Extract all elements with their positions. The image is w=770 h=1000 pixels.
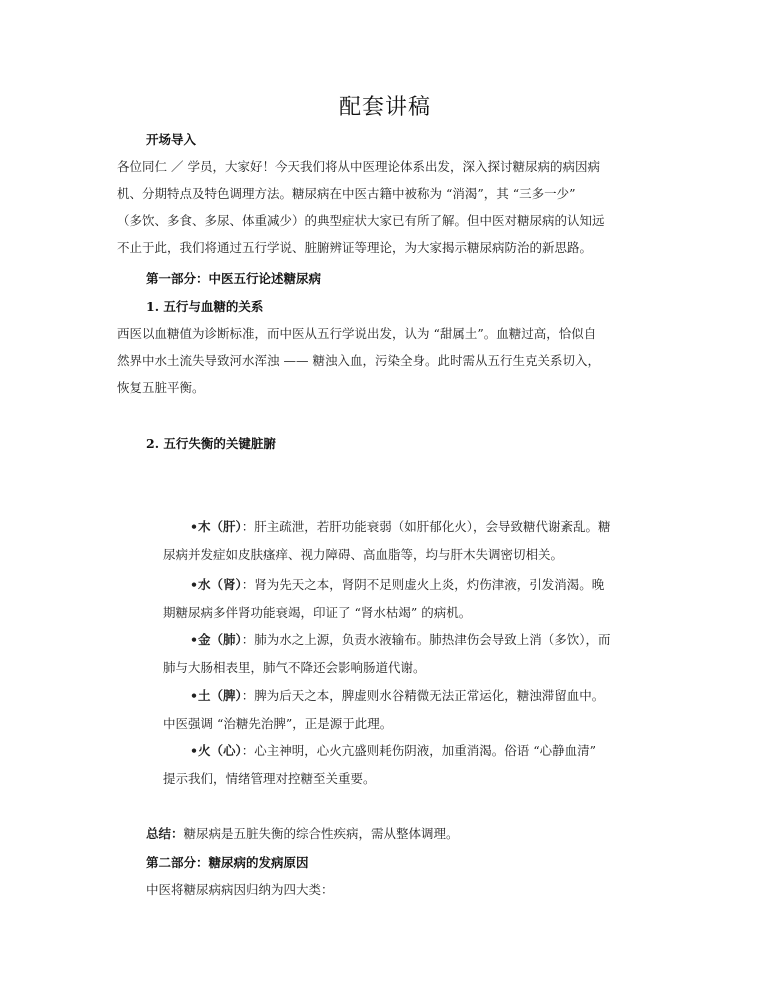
list-item-water-cont: 期糖尿病多伴肾功能衰竭，印证了 “肾水枯竭” 的病机。 — [163, 605, 472, 620]
part2-heading: 第二部分：糖尿病的发病原因 — [146, 855, 309, 870]
item-text: ：肺为水之上源，负责水液输布。肺热津伤会导致上消（多饮），而 — [241, 632, 611, 647]
summary-text: 糖尿病是五脏失衡的综合性疾病，需从整体调理。 — [183, 826, 459, 841]
item-label: 土（脾） — [198, 688, 242, 703]
item-text: ：肝主疏泄，若肝功能衰弱（如肝郁化火），会导致糖代谢紊乱。糖 — [241, 519, 611, 534]
part1-heading: 第一部分：中医五行论述糖尿病 — [146, 271, 322, 286]
part1-sub2-heading: 2. 五行失衡的关键脏腑 — [146, 436, 276, 451]
item-label: 火（心） — [198, 743, 242, 758]
bullet-icon: • — [190, 577, 198, 592]
list-item-earth — [190, 686, 604, 704]
item-text: ：肾为先天之本，肾阴不足则虚火上炎，灼伤津液，引发消渴。晚 — [241, 577, 605, 592]
bullet-icon: • — [190, 632, 198, 647]
summary — [146, 824, 459, 842]
opening-line-4: 不止于此，我们将通过五行学说、脏腑辨证等理论，为大家揭示糖尿病防治的新思路。 — [117, 240, 593, 255]
item-text: ：心主神明，心火亢盛则耗伤阴液，加重消渴。俗语 “心静血清” — [241, 743, 597, 758]
opening-line-2: 机、分期特点及特色调理方法。糖尿病在中医古籍中被称为 “消渴”，其 “三多一少” — [117, 186, 576, 201]
document-title: 配套讲稿 — [338, 95, 431, 120]
item-label: 木（肝） — [198, 519, 242, 534]
part2-intro: 中医将糖尿病病因归纳为四大类： — [146, 882, 334, 897]
opening-line-3: （多饮、多食、多尿、体重减少）的典型症状大家已有所了解。但中医对糖尿病的认知远 — [117, 213, 605, 228]
list-item-fire — [190, 741, 596, 759]
item-label: 金（肺） — [198, 632, 242, 647]
list-item-earth-cont: 中医强调 “治糖先治脾”，正是源于此理。 — [163, 716, 393, 731]
item-text: ：脾为后天之本，脾虚则水谷精微无法正常运化，糖浊滞留血中。 — [241, 688, 605, 703]
sub1-line-2: 然界中水土流失导致河水浑浊 —— 糖浊入血，污染全身。此时需从五行生克关系切入， — [117, 353, 600, 368]
bullet-icon: • — [190, 519, 198, 534]
list-item-wood-cont: 尿病并发症如皮肤瘙痒、视力障碍、高血脂等，均与肝木失调密切相关。 — [163, 547, 564, 562]
bullet-icon: • — [190, 743, 198, 758]
opening-heading: 开场导入 — [146, 132, 197, 147]
list-item-metal-cont: 肺与大肠相表里，肺气不降还会影响肠道代谢。 — [163, 660, 426, 675]
list-item-water — [190, 575, 604, 593]
sub1-line-3: 恢复五脏平衡。 — [117, 380, 205, 395]
opening-line-1: 各位同仁 ／ 学员，大家好！今天我们将从中医理论体系出发，深入探讨糖尿病的病因病 — [117, 159, 600, 174]
list-item-metal — [190, 630, 611, 648]
item-label: 水（肾） — [198, 577, 242, 592]
part1-sub1-heading: 1. 五行与血糖的关系 — [146, 299, 264, 314]
bullet-icon: • — [190, 688, 198, 703]
list-item-wood — [190, 517, 611, 535]
summary-label: 总结： — [146, 826, 184, 841]
list-item-fire-cont: 提示我们，情绪管理对控糖至关重要。 — [163, 771, 376, 786]
sub1-line-1: 西医以血糖值为诊断标准，而中医从五行学说出发，认为 “甜属土”。血糖过高，恰似自 — [117, 326, 597, 341]
